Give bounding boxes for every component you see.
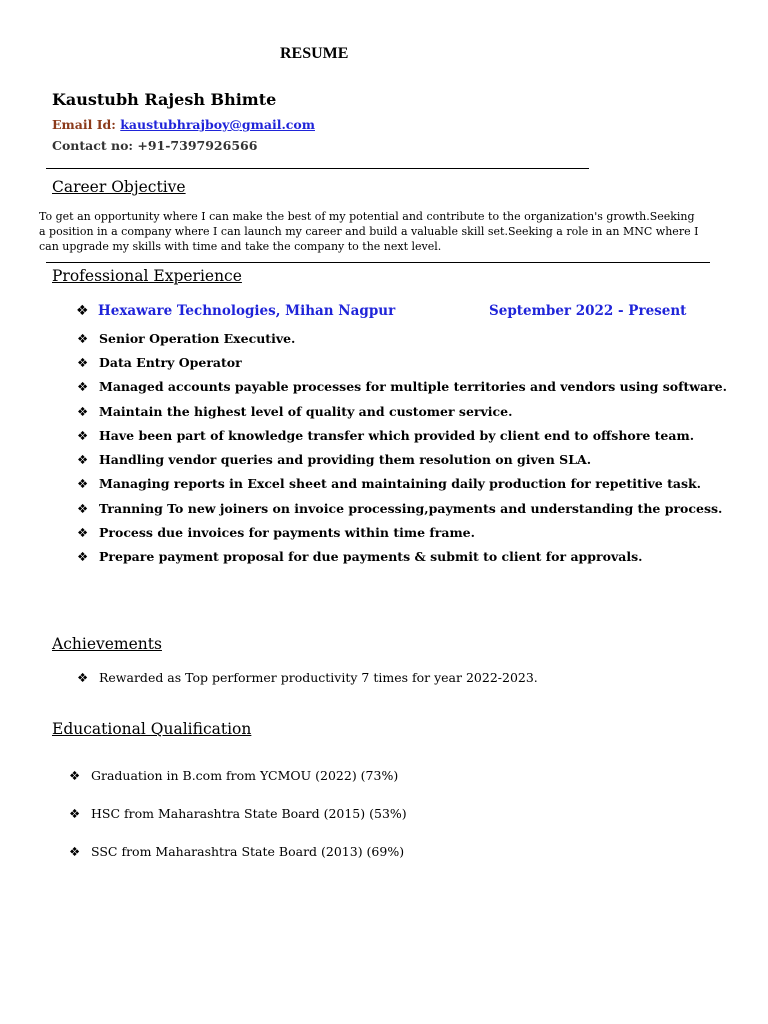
list-item: ❖ SSC from Maharashtra State Board (2013) (69%) [69, 843, 405, 859]
divider [46, 168, 589, 169]
diamond-bullet-icon: ❖ [77, 427, 89, 443]
list-item: ❖ Managing reports in Excel sheet and maintaining daily production for repetitive task. [77, 476, 702, 492]
diamond-bullet-icon: ❖ [77, 403, 89, 419]
diamond-bullet-icon: ❖ [77, 525, 89, 541]
diamond-bullet-icon: ❖ [77, 549, 89, 565]
list-item: ❖ HSC from Maharashtra State Board (2015) (53%) [69, 805, 407, 821]
employment-period: September 2022 - Present [489, 303, 687, 319]
diamond-bullet-icon: ❖ [77, 354, 89, 370]
education-list [69, 756, 407, 870]
list-item: ❖ Managed accounts payable processes for multiple territories and vendors using software. [77, 379, 727, 395]
list-item: ❖ Process due invoices for payments within time frame. [77, 525, 475, 541]
list-item: ❖ Graduation in B.com from YCMOU (2022) (73%) [69, 767, 399, 783]
list-item: ❖ Rewarded as Top performer productivity 7 times for year 2022-2023. [77, 670, 538, 685]
list-item: ❖ Maintain the highest level of quality and customer service. [77, 403, 513, 419]
list-item: ❖ Tranning To new joiners on invoice processing,payments and understanding the process. [77, 500, 723, 516]
diamond-bullet-icon: ❖ [77, 500, 89, 516]
diamond-bullet-icon: ❖ [69, 843, 81, 859]
career-objective-heading: Career Objective [52, 178, 186, 196]
diamond-bullet-icon: ❖ [76, 303, 89, 319]
achievements-list [77, 670, 538, 685]
list-item: ❖ Prepare payment proposal for due payments & submit to client for approvals. [77, 549, 643, 565]
career-objective-text: To get an opportunity where I can make the best of my potential and contribute to the organization's growth.Seeking a position in a company where I can launch my career and build a valuable skill set.Seeking a role in an MNC where I can upgrade my skills with time and take the company to the next level. [39, 210, 699, 253]
diamond-bullet-icon: ❖ [77, 476, 89, 492]
diamond-bullet-icon: ❖ [77, 330, 89, 346]
diamond-bullet-icon: ❖ [77, 379, 89, 395]
document-title: RESUME [280, 45, 349, 62]
education-heading: Educational Qualification [52, 720, 252, 738]
list-item: ❖ Senior Operation Executive. [77, 330, 296, 346]
candidate-name: Kaustubh Rajesh Bhimte [52, 90, 277, 109]
professional-experience-heading: Professional Experience [52, 267, 242, 285]
list-item: ❖ Have been part of knowledge transfer which provided by client end to offshore team. [77, 427, 695, 443]
company-name: Hexaware Technologies, Mihan Nagpur [98, 303, 396, 319]
diamond-bullet-icon: ❖ [77, 670, 89, 685]
diamond-bullet-icon: ❖ [69, 805, 81, 821]
list-item: ❖ Handling vendor queries and providing them resolution on given SLA. [77, 452, 592, 468]
email-label: Email Id: [52, 117, 121, 132]
experience-list [77, 326, 727, 569]
divider [46, 262, 710, 263]
achievements-heading: Achievements [52, 635, 162, 653]
email-line [52, 117, 315, 132]
diamond-bullet-icon: ❖ [77, 452, 89, 468]
list-item: ❖ Data Entry Operator [77, 354, 242, 370]
email-link[interactable]: kaustubhrajboy@gmail.com [120, 117, 315, 132]
contact-line: Contact no: +91-7397926566 [52, 138, 258, 153]
diamond-bullet-icon: ❖ [69, 767, 81, 783]
